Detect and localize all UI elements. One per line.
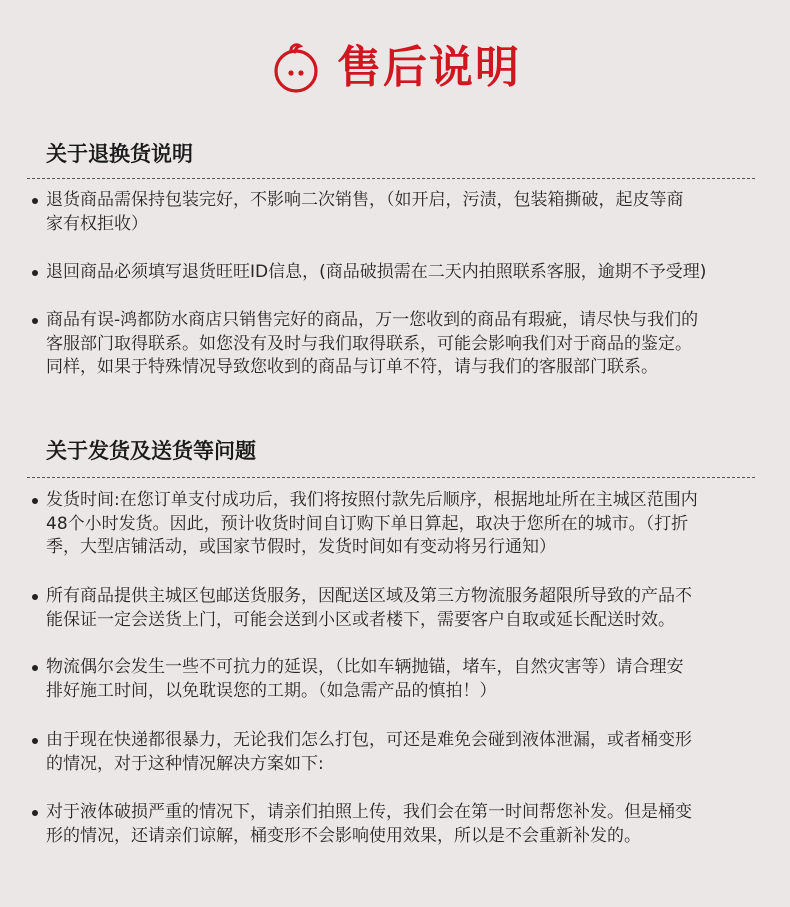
bullet-icon xyxy=(32,498,38,504)
bullet-icon xyxy=(32,665,38,671)
list-item xyxy=(46,729,758,776)
list-item-text: 商品有误-鸿都防水商店只销售完好的商品，万一您收到的商品有瑕疵，请尽快与我们的 客服部门取得联系。如您没有及时与我们取得联系，可能会影响我们对于商品的鉴定。 同样，如果于特殊情况导致您收到的商品与订单不符，请与我们的客服部门联系。 xyxy=(46,310,699,377)
list-item-text: 发货时间:在您订单支付成功后，我们将按照付款先后顺序，根据地址所在主城区范围内 48个小时发货。因此，预计收货时间自订购下单日算起，取决于您所在的城市。（打折 季，大型店铺活动，或国家节假时，发货时间如有变动将另行通知） xyxy=(46,490,698,557)
bullet-icon xyxy=(32,810,38,816)
list-item-text: 物流偶尔会发生一些不可抗力的延误，（比如车辆抛锚，堵车，自然灾害等）请合理安 排好施工时间，以免耽误您的工期。（如急需产品的慎拍！） xyxy=(46,657,684,701)
bullet-icon xyxy=(32,318,38,324)
bullet-icon xyxy=(32,270,38,276)
list-item xyxy=(46,489,758,560)
list-item xyxy=(46,585,758,632)
list-item-text: 所有商品提供主城区包邮送货服务，因配送区域及第三方物流服务超限所导致的产品不 能保证一定会送货上门，可能会送到小区或者楼下，需要客户自取或延长配送时效。 xyxy=(46,586,692,630)
list-item xyxy=(46,189,758,236)
bullet-icon xyxy=(32,738,38,744)
list-item-text: 退货商品需保持包装完好，不影响二次销售，（如开启，污渍，包装箱撕破，起皮等商 家有权拒收） xyxy=(46,190,684,234)
section-heading: 关于退换货说明 xyxy=(46,142,193,166)
bullet-icon xyxy=(32,198,38,204)
bullet-icon xyxy=(32,594,38,600)
page-title: 售后说明 xyxy=(337,42,521,93)
section-divider xyxy=(27,477,755,478)
list-item xyxy=(46,656,758,703)
list-item xyxy=(46,801,758,848)
section-heading: 关于发货及送货等问题 xyxy=(46,439,256,463)
list-item-text: 对于液体破损严重的情况下，请亲们拍照上传，我们会在第一时间帮您补发。但是桶变 形的情况，还请亲们谅解，桶变形不会影响使用效果，所以是不会重新补发的。 xyxy=(46,802,692,846)
page-header xyxy=(0,36,790,100)
list-item-text: 由于现在快递都很暴力，无论我们怎么打包，可还是难免会碰到液体泄漏，或者桶变形 的情况，对于这种情况解决方案如下: xyxy=(46,730,692,774)
list-item-text: 退回商品必须填写退货旺旺ID信息，(商品破损需在二天内拍照联系客服，逾期不予受理) xyxy=(46,262,707,282)
cartoon-face-icon xyxy=(269,41,323,95)
list-item xyxy=(46,261,758,285)
list-item xyxy=(46,309,758,380)
section-divider xyxy=(27,178,755,179)
